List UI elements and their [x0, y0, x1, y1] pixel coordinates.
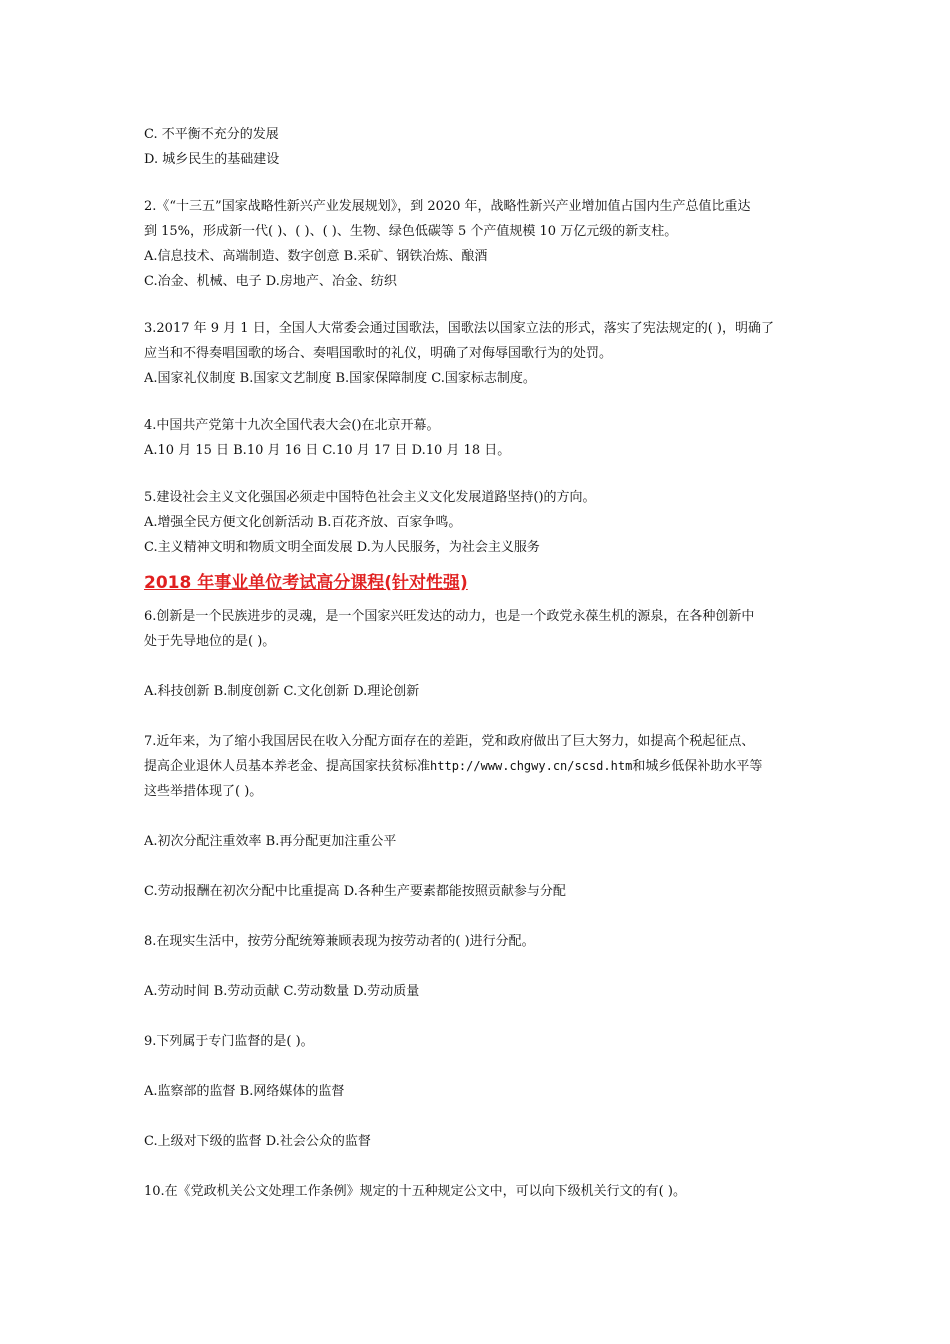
question-6-options: A.科技创新 B.制度创新 C.文化创新 D.理论创新: [144, 684, 420, 699]
question-2-line: 2.《“十三五”国家战略性新兴产业发展规划》，到 2020 年，战略性新兴产业增加值占国内生产总值比重达: [144, 199, 751, 214]
question-10-line: 10.在《党政机关公文处理工作条例》规定的十五种规定公文中，可以向下级机关行文的有( )。: [144, 1184, 686, 1199]
question-2-options: A.信息技术、高端制造、数字创意 B.采矿、钢铁冶炼、酿酒: [144, 249, 488, 264]
question-8-options: A.劳动时间 B.劳动贡献 C.劳动数量 D.劳动质量: [144, 984, 420, 999]
question-7-options: C.劳动报酬在初次分配中比重提高 D.各种生产要素都能按照贡献参与分配: [144, 884, 566, 899]
question-7-text: 和城乡低保补助水平等: [632, 759, 763, 774]
question-7-line: 7.近年来，为了缩小我国居民在收入分配方面存在的差距，党和政府做出了巨大努力，如提高个税起征点、: [144, 734, 755, 749]
question-3-line: 应当和不得奏唱国歌的场合、奏唱国歌时的礼仪，明确了对侮辱国歌行为的处罚。: [144, 346, 613, 361]
question-7-options: A.初次分配注重效率 B.再分配更加注重公平: [144, 834, 397, 849]
question-5-options: C.主义精神文明和物质文明全面发展 D.为人民服务，为社会主义服务: [144, 540, 540, 555]
document-body: [144, 122, 824, 1204]
question-6-line: 6.创新是一个民族进步的灵魂，是一个国家兴旺发达的动力，也是一个政党永葆生机的源泉，在各种创新中: [144, 609, 755, 624]
question-6-line: 处于先导地位的是( )。: [144, 634, 276, 649]
question-9-options: A.监察部的监督 B.网络媒体的监督: [144, 1084, 345, 1099]
question-7-line: [144, 754, 824, 779]
question-8-line: 8.在现实生活中，按劳分配统筹兼顾表现为按劳动者的( )进行分配。: [144, 934, 535, 949]
option-line: C. 不平衡不充分的发展: [144, 127, 279, 142]
question-5-options: A.增强全民方便文化创新活动 B.百花齐放、百家争鸣。: [144, 515, 462, 530]
question-9-line: 9.下列属于专门监督的是( )。: [144, 1034, 314, 1049]
question-4-line: 4.中国共产党第十九次全国代表大会()在北京开幕。: [144, 418, 440, 433]
question-3-options: A.国家礼仪制度 B.国家文艺制度 B.国家保障制度 C.国家标志制度。: [144, 371, 536, 386]
question-9-options: C.上级对下级的监督 D.社会公众的监督: [144, 1134, 371, 1149]
question-7-text: 提高企业退休人员基本养老金、提高国家扶贫标准: [144, 759, 431, 774]
question-3-line: 3.2017 年 9 月 1 日，全国人大常委会通过国歌法，国歌法以国家立法的形式，落实了宪法规定的( )，明确了: [144, 321, 774, 336]
option-line: D. 城乡民生的基础建设: [144, 152, 280, 167]
question-4-options: A.10 月 15 日 B.10 月 16 日 C.10 月 17 日 D.10 月 18 日。: [144, 443, 511, 458]
course-ad-link[interactable]: 2018 年事业单位考试高分课程(针对性强): [144, 573, 468, 593]
question-2-options: C.冶金、机械、电子 D.房地产、冶金、纺织: [144, 274, 397, 289]
question-7-url: http://www.chgwy.cn/scsd.htm: [430, 759, 633, 773]
question-2-line: 到 15%，形成新一代( )、( )、( )、生物、绿色低碳等 5 个产值规模 10 万亿元级的新支柱。: [144, 224, 678, 239]
question-7-line: 这些举措体现了( )。: [144, 784, 263, 799]
question-5-line: 5.建设社会主义文化强国必须走中国特色社会主义文化发展道路坚持()的方向。: [144, 490, 596, 505]
